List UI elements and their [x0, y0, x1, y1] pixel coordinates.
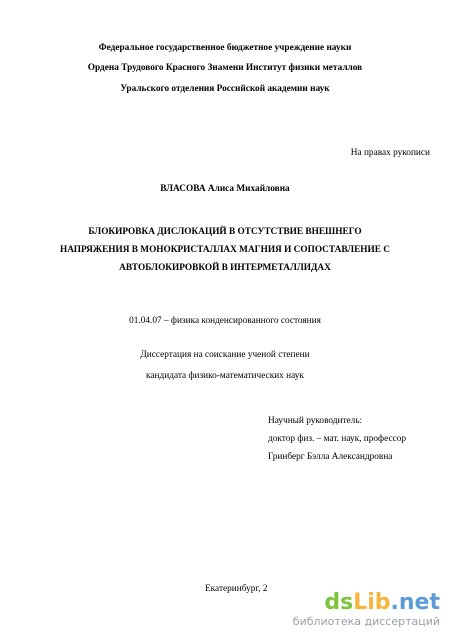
degree-line-2: кандидата физико-математических наук [146, 371, 304, 381]
institution-line-2: Ордена Трудового Красного Знамени Институт физики металлов [87, 63, 363, 73]
dslib-logo [324, 591, 440, 615]
logo-part-lib: Lib [353, 590, 391, 615]
logo-part-ds: ds [324, 590, 354, 615]
dslib-watermark[interactable] [292, 590, 440, 631]
manuscript-rights-note: На правах рукописи [350, 148, 430, 158]
title-line-1: БЛОКИРОВКА ДИСЛОКАЦИЙ В ОТСУТСТВИЕ ВНЕШНЕГО [88, 227, 362, 237]
dslib-subtitle: библиотека диссертаций [292, 615, 440, 628]
dissertation-title [60, 223, 390, 277]
supervisor-degree: доктор физ. – мат. наук, профессор [268, 434, 406, 444]
supervisor-label: Научный руководитель: [268, 416, 363, 426]
degree-line-1: Диссертация на соискание ученой степени [140, 350, 310, 360]
logo-part-net: .net [390, 590, 440, 615]
institution-line-3: Уральского отделения Российской академии наук [120, 84, 330, 94]
supervisor-block [268, 412, 406, 466]
title-line-3: АВТОБЛОКИРОВКОЙ В ИНТЕРМЕТАЛЛИДАХ [119, 263, 331, 273]
title-line-2: НАПРЯЖЕНИЯ В МОНОКРИСТАЛЛАХ МАГНИЯ И СОПОСТАВЛЕНИЕ С [60, 245, 391, 255]
institution-line-1: Федеральное государственное бюджетное учреждение науки [98, 43, 352, 53]
specialty-code: 01.04.07 – физика конденсированного состояния [129, 316, 321, 326]
author-name: ВЛАСОВА Алиса Михайловна [160, 184, 290, 194]
supervisor-name: Гринберг Бэлла Александровна [268, 452, 393, 462]
city-year: Екатеринбург, 2 [205, 584, 268, 594]
